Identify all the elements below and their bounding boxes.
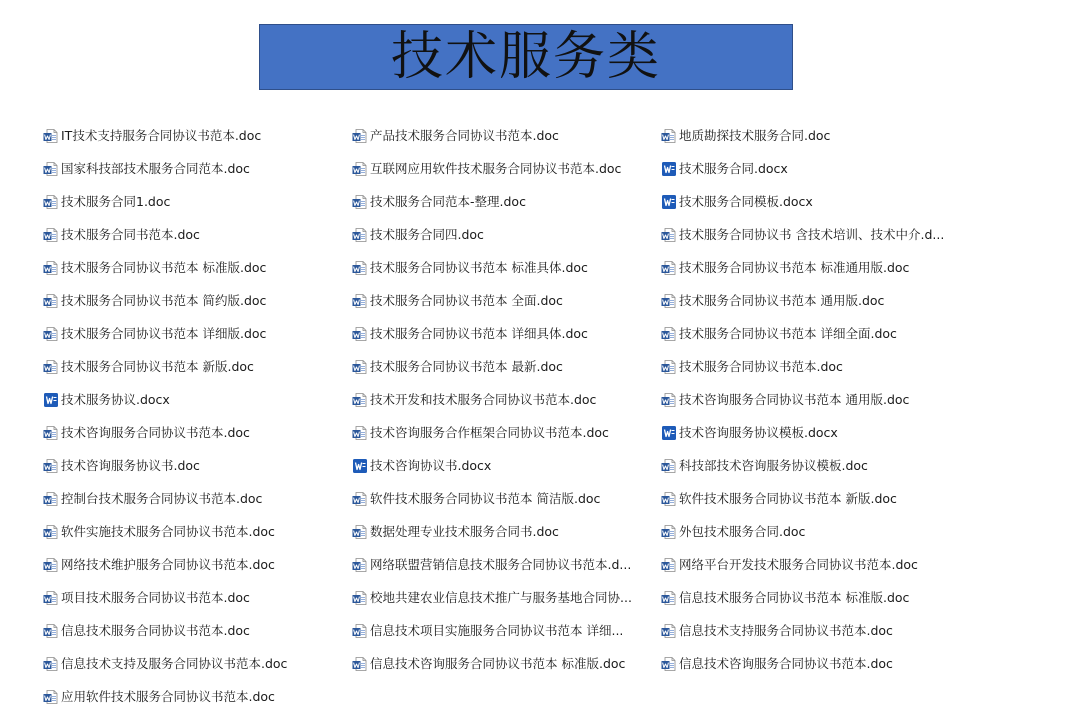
- word-doc-icon: [352, 491, 368, 507]
- file-item[interactable]: [661, 159, 951, 179]
- word-doc-icon: [352, 524, 368, 540]
- file-item[interactable]: [352, 555, 642, 575]
- file-item[interactable]: [661, 291, 951, 311]
- file-name: 校地共建农业信息技术推广与服务基地合同协...: [370, 590, 632, 605]
- file-name: 技术服务合同四.doc: [370, 227, 484, 242]
- file-item[interactable]: [352, 621, 642, 641]
- file-name: 产品技术服务合同协议书范本.doc: [370, 128, 559, 143]
- file-item[interactable]: [43, 588, 333, 608]
- file-name: 技术咨询协议书.docx: [370, 458, 492, 473]
- file-name: 技术咨询服务合作框架合同协议书范本.doc: [370, 425, 609, 440]
- word-doc-icon: [43, 557, 59, 573]
- file-item[interactable]: [352, 522, 642, 542]
- word-doc-icon: [352, 161, 368, 177]
- file-name: 技术服务合同协议书范本 详细全面.doc: [679, 326, 897, 341]
- file-name: 技术服务合同.docx: [679, 161, 788, 176]
- file-name: 数据处理专业技术服务合同书.doc: [370, 524, 559, 539]
- file-name: 软件技术服务合同协议书范本 简洁版.doc: [370, 491, 601, 506]
- file-item[interactable]: [661, 588, 951, 608]
- file-name: 网络平台开发技术服务合同协议书范本.doc: [679, 557, 918, 572]
- file-item[interactable]: [661, 654, 951, 674]
- file-item[interactable]: [661, 489, 951, 509]
- file-item[interactable]: [352, 225, 642, 245]
- word-doc-icon: [352, 392, 368, 408]
- file-item[interactable]: [43, 687, 333, 707]
- file-item[interactable]: [43, 654, 333, 674]
- word-doc-icon: [43, 656, 59, 672]
- word-docx-icon: [661, 425, 677, 441]
- file-item[interactable]: [43, 192, 333, 212]
- word-doc-icon: [352, 656, 368, 672]
- word-doc-icon: [43, 161, 59, 177]
- word-doc-icon: [43, 590, 59, 606]
- word-doc-icon: [352, 359, 368, 375]
- file-name: 科技部技术咨询服务协议模板.doc: [679, 458, 868, 473]
- file-name: IT技术支持服务合同协议书范本.doc: [61, 128, 262, 143]
- file-item[interactable]: [352, 588, 642, 608]
- file-name: 信息技术咨询服务合同协议书范本.doc: [679, 656, 893, 671]
- file-name: 技术服务合同协议书范本 标准具体.doc: [370, 260, 588, 275]
- file-name: 信息技术服务合同协议书范本.doc: [61, 623, 250, 638]
- file-item[interactable]: [43, 225, 333, 245]
- file-item[interactable]: [352, 192, 642, 212]
- word-doc-icon: [661, 458, 677, 474]
- file-item[interactable]: [352, 126, 642, 146]
- file-item[interactable]: [352, 324, 642, 344]
- file-item[interactable]: [43, 489, 333, 509]
- file-item[interactable]: [352, 654, 642, 674]
- word-doc-icon: [43, 128, 59, 144]
- file-name: 技术服务合同协议书范本 通用版.doc: [679, 293, 885, 308]
- word-docx-icon: [43, 392, 59, 408]
- file-item[interactable]: [352, 258, 642, 278]
- file-name: 控制台技术服务合同协议书范本.doc: [61, 491, 263, 506]
- word-doc-icon: [661, 524, 677, 540]
- word-doc-icon: [43, 689, 59, 705]
- word-doc-icon: [43, 326, 59, 342]
- word-doc-icon: [661, 293, 677, 309]
- file-item[interactable]: [661, 324, 951, 344]
- file-item[interactable]: [43, 456, 333, 476]
- file-item[interactable]: [352, 423, 642, 443]
- word-doc-icon: [43, 623, 59, 639]
- file-name: 技术服务合同1.doc: [61, 194, 171, 209]
- file-item[interactable]: [43, 555, 333, 575]
- word-doc-icon: [661, 359, 677, 375]
- file-name: 技术服务合同协议书范本 详细版.doc: [61, 326, 267, 341]
- file-name: 项目技术服务合同协议书范本.doc: [61, 590, 250, 605]
- word-docx-icon: [661, 161, 677, 177]
- file-name: 信息技术支持及服务合同协议书范本.doc: [61, 656, 288, 671]
- file-item[interactable]: [43, 126, 333, 146]
- file-name: 技术服务合同协议书范本 全面.doc: [370, 293, 563, 308]
- file-item[interactable]: [661, 423, 951, 443]
- word-doc-icon: [352, 623, 368, 639]
- file-name: 技术服务合同协议书范本 详细具体.doc: [370, 326, 588, 341]
- file-item[interactable]: [43, 390, 333, 410]
- file-name: 地质勘探技术服务合同.doc: [679, 128, 831, 143]
- file-item[interactable]: [43, 621, 333, 641]
- word-docx-icon: [661, 194, 677, 210]
- file-name: 技术咨询服务合同协议书范本.doc: [61, 425, 250, 440]
- file-name: 技术服务协议.docx: [61, 392, 170, 407]
- file-name: 技术服务合同模板.docx: [679, 194, 813, 209]
- file-name: 技术服务合同范本-整理.doc: [370, 194, 526, 209]
- file-name: 技术服务合同书范本.doc: [61, 227, 200, 242]
- file-name: 技术服务合同协议书范本 最新.doc: [370, 359, 563, 374]
- file-item[interactable]: [43, 258, 333, 278]
- file-name: 软件实施技术服务合同协议书范本.doc: [61, 524, 275, 539]
- file-item[interactable]: [352, 489, 642, 509]
- word-docx-icon: [352, 458, 368, 474]
- word-doc-icon: [352, 227, 368, 243]
- file-name: 互联网应用软件技术服务合同协议书范本.doc: [370, 161, 622, 176]
- file-item[interactable]: [661, 621, 951, 641]
- file-item[interactable]: [352, 456, 642, 476]
- file-item[interactable]: [661, 126, 951, 146]
- word-doc-icon: [43, 194, 59, 210]
- word-doc-icon: [352, 425, 368, 441]
- word-doc-icon: [661, 491, 677, 507]
- file-name: 软件技术服务合同协议书范本 新版.doc: [679, 491, 897, 506]
- file-name: 技术服务合同协议书范本 标准版.doc: [61, 260, 267, 275]
- word-doc-icon: [352, 128, 368, 144]
- file-name: 信息技术服务合同协议书范本 标准版.doc: [679, 590, 910, 605]
- word-doc-icon: [352, 194, 368, 210]
- file-item[interactable]: [661, 390, 951, 410]
- file-name: 技术服务合同协议书范本 新版.doc: [61, 359, 254, 374]
- file-item[interactable]: [43, 522, 333, 542]
- file-name: 技术服务合同协议书范本 简约版.doc: [61, 293, 267, 308]
- file-item[interactable]: [352, 357, 642, 377]
- word-doc-icon: [661, 227, 677, 243]
- word-doc-icon: [661, 656, 677, 672]
- word-doc-icon: [43, 425, 59, 441]
- file-item[interactable]: [661, 522, 951, 542]
- file-item[interactable]: [43, 291, 333, 311]
- file-item[interactable]: [661, 357, 951, 377]
- word-doc-icon: [43, 227, 59, 243]
- word-doc-icon: [661, 326, 677, 342]
- word-doc-icon: [661, 392, 677, 408]
- word-doc-icon: [661, 260, 677, 276]
- file-item[interactable]: [661, 192, 951, 212]
- file-item[interactable]: [352, 291, 642, 311]
- word-doc-icon: [43, 293, 59, 309]
- file-item[interactable]: [43, 159, 333, 179]
- word-doc-icon: [352, 293, 368, 309]
- file-name: 信息技术支持服务合同协议书范本.doc: [679, 623, 893, 638]
- file-name: 技术服务合同协议书范本.doc: [679, 359, 843, 374]
- word-doc-icon: [661, 128, 677, 144]
- word-doc-icon: [352, 326, 368, 342]
- file-item[interactable]: [661, 555, 951, 575]
- file-name: 网络联盟营销信息技术服务合同协议书范本.d...: [370, 557, 632, 572]
- file-name: 技术服务合同协议书 含技术培训、技术中介.d...: [679, 227, 945, 242]
- file-name: 网络技术维护服务合同协议书范本.doc: [61, 557, 275, 572]
- file-name: 技术咨询服务协议书.doc: [61, 458, 200, 473]
- word-doc-icon: [661, 557, 677, 573]
- file-item[interactable]: [661, 258, 951, 278]
- file-name: 国家科技部技术服务合同范本.doc: [61, 161, 250, 176]
- file-item[interactable]: [352, 159, 642, 179]
- file-item[interactable]: [43, 324, 333, 344]
- word-doc-icon: [43, 491, 59, 507]
- file-item[interactable]: [661, 225, 951, 245]
- word-doc-icon: [661, 623, 677, 639]
- page-title: 技术服务类: [390, 27, 661, 87]
- file-name: 外包技术服务合同.doc: [679, 524, 806, 539]
- file-name: 应用软件技术服务合同协议书范本.doc: [61, 689, 275, 704]
- file-item[interactable]: [352, 390, 642, 410]
- file-name: 技术咨询服务合同协议书范本 通用版.doc: [679, 392, 910, 407]
- word-doc-icon: [352, 590, 368, 606]
- file-name: 信息技术咨询服务合同协议书范本 标准版.doc: [370, 656, 626, 671]
- word-doc-icon: [352, 557, 368, 573]
- file-name: 信息技术项目实施服务合同协议书范本 详细...: [370, 623, 624, 638]
- word-doc-icon: [43, 260, 59, 276]
- file-item[interactable]: [661, 456, 951, 476]
- file-name: 技术咨询服务协议模板.docx: [679, 425, 838, 440]
- word-doc-icon: [661, 590, 677, 606]
- word-doc-icon: [43, 458, 59, 474]
- file-name: 技术服务合同协议书范本 标准通用版.doc: [679, 260, 910, 275]
- file-item[interactable]: [43, 423, 333, 443]
- word-doc-icon: [43, 524, 59, 540]
- word-doc-icon: [352, 260, 368, 276]
- word-doc-icon: [43, 359, 59, 375]
- file-item[interactable]: [43, 357, 333, 377]
- file-name: 技术开发和技术服务合同协议书范本.doc: [370, 392, 597, 407]
